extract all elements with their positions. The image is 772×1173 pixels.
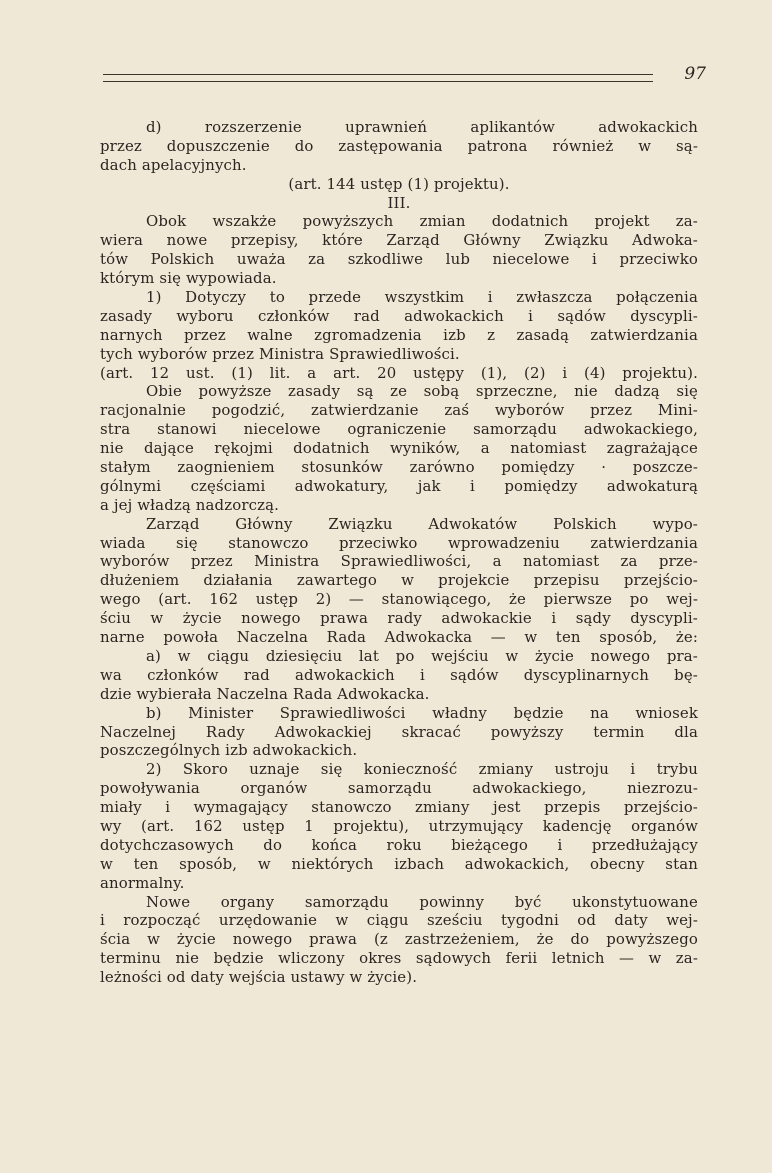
text-line: dach apelacyjnych. (100, 155, 247, 174)
text-line: 1) Dotyczy to przede wszystkim i zwłaszcza połączenia (146, 288, 698, 307)
text-line: anormalny. (100, 873, 185, 892)
text-line: wego (art. 162 ustęp 2) — stanowiącego, że pierwsze po wej- (100, 590, 698, 609)
text-line: a) w ciągu dziesięciu lat po wejściu w życie nowego pra- (146, 646, 698, 665)
text-line: dzie wybierała Naczelna Rada Adwokacka. (100, 684, 430, 703)
header-rule-top (103, 74, 653, 75)
text-line: Obie powyższe zasady są ze sobą sprzeczne, nie dadzą się (146, 382, 698, 401)
text-line: wy (art. 162 ustęp 1 projektu), utrzymujący kadencję organów (100, 816, 698, 835)
text-line: terminu nie będzie wliczony okres sądowych ferii letnich — w za- (100, 949, 698, 968)
text-line: wiada się stanowczo przeciwko wprowadzeniu zatwierdzania (100, 533, 698, 552)
text-line: tów Polskich uważa za szkodliwe lub niecelowe i przeciwko (100, 250, 698, 269)
centered-line: (art. 144 ustęp (1) projektu). (288, 174, 510, 193)
body-text (100, 118, 698, 987)
text-line: gólnymi częściami adwokatury, jak i pomiędzy adwokaturą (100, 476, 698, 495)
text-line: Nowe organy samorządu powinny być ukonstytuowane (146, 892, 698, 911)
text-line: leżności od daty wejścia ustawy w życie). (100, 968, 418, 987)
header-rule-bottom (103, 81, 653, 82)
page-number: 97 (684, 64, 706, 84)
text-line: dotychczasowych do końca roku bieżącego i przedłużający (100, 835, 698, 854)
text-line: powoływania organów samorządu adwokackiego, niezrozu- (100, 779, 698, 798)
text-line: stałym zaognieniem stosunków zarówno pomiędzy · poszcze- (100, 458, 698, 477)
text-line: Naczelnej Rady Adwokackiej skracać powyższy termin dla (100, 722, 698, 741)
text-line: wa członków rad adwokackich i sądów dyscyplinarnych bę- (100, 665, 698, 684)
text-line: i rozpocząć urzędowanie w ciągu sześciu tygodni od daty wej- (100, 911, 698, 930)
text-line: a jej władzą nadzorczą. (100, 495, 280, 514)
text-line: (art. 12 ust. (1) lit. a art. 20 ustępy (1), (2) i (4) projektu). (100, 363, 698, 382)
text-line: d) rozszerzenie uprawnień aplikantów adwokackich (146, 118, 698, 136)
text-line: wyborów przez Ministra Sprawiedliwości, a natomiast za prze- (100, 552, 698, 571)
text-line: wiera nowe przepisy, które Zarząd Główny Związku Adwoka- (100, 231, 698, 250)
text-line: racjonalnie pogodzić, zatwierdzanie zaś wyborów przez Mini- (100, 401, 698, 420)
text-line: zasady wyboru członków rad adwokackich i sądów dyscypli- (100, 306, 698, 325)
text-line: przez dopuszczenie do zastępowania patrona również w są- (100, 136, 698, 155)
text-line: Obok wszakże powyższych zmian dodatnich projekt za- (146, 212, 698, 231)
centered-line: III. (387, 193, 411, 212)
text-line: b) Minister Sprawiedliwości władny będzie na wniosek (146, 703, 698, 722)
text-line: narnych przez walne zgromadzenia izb z zasadą zatwierdzania (100, 325, 698, 344)
text-line: narne powoła Naczelna Rada Adwokacka — w ten sposób, że: (100, 628, 698, 647)
text-line: ściu w życie nowego prawa rady adwokackie i sądy dyscypli- (100, 609, 698, 628)
text-line: stra stanowi niecelowe ograniczenie samorządu adwokackiego, (100, 420, 698, 439)
text-line: miały i wymagający stanowczo zmiany jest przepis przejścio- (100, 798, 698, 817)
text-line: w ten sposób, w niektórych izbach adwokackich, obecny stan (100, 854, 698, 873)
text-line: którym się wypowiada. (100, 269, 277, 288)
text-line: dłużeniem działania zawartego w projekcie przepisu przejścio- (100, 571, 698, 590)
text-line: poszczególnych izb adwokackich. (100, 741, 358, 760)
text-line: 2) Skoro uznaje się konieczność zmiany ustroju i trybu (146, 760, 698, 779)
text-line: ścia w życie nowego prawa (z zastrzeżeniem, że do powyższego (100, 930, 698, 949)
text-line: Zarząd Główny Związku Adwokatów Polskich wypo- (146, 514, 698, 533)
text-line: tych wyborów przez Ministra Sprawiedliwości. (100, 344, 460, 363)
text-line: nie dające rękojmi dodatnich wyników, a natomiast zagrażające (100, 439, 698, 458)
